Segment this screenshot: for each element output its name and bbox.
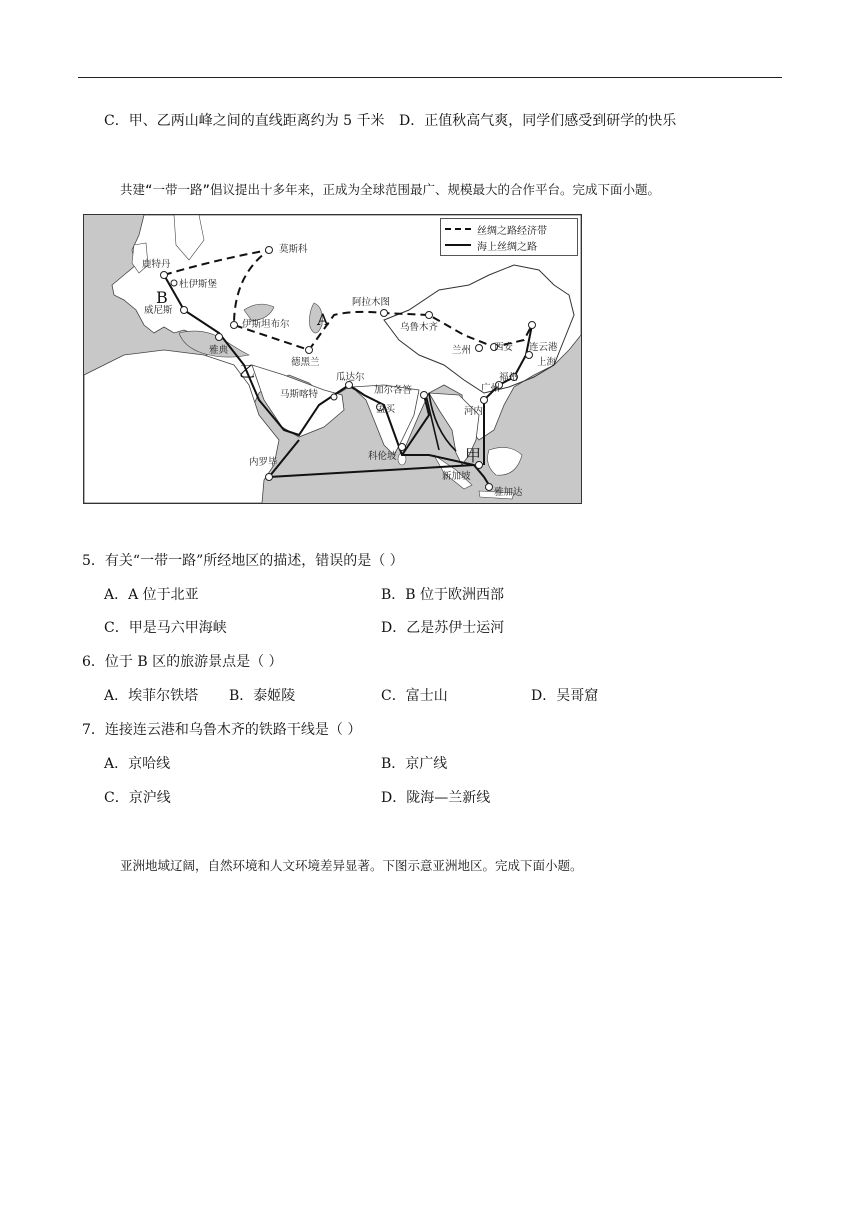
rotterdam-marker: [161, 272, 168, 279]
singapore-label: 新加坡: [442, 471, 471, 482]
guangzhou-label: 广州: [481, 383, 501, 394]
hanoi-label: 河内: [464, 406, 484, 417]
q7-option-a: A．京哈线: [104, 756, 171, 772]
q6-option-a: A．埃菲尔铁塔: [104, 688, 199, 704]
prev-option-c: C．甲、乙两山峰之间的直线距离约为 5 千米: [104, 113, 385, 129]
fuzhou-label: 福州: [499, 372, 519, 383]
q5-option-c: C．甲是马六甲海峡: [104, 620, 227, 636]
duisburg-label: 杜伊斯堡: [179, 279, 218, 290]
marker-b: B: [156, 288, 168, 307]
kolkata-label: 加尔各答: [374, 385, 413, 396]
q5-stem: 5．有关“一带一路”所经地区的描述，错误的是（ ）: [82, 553, 404, 569]
jakarta-marker: [486, 484, 493, 491]
muscat-marker: [331, 394, 337, 400]
legend-sea-route: 海上丝绸之路: [477, 242, 537, 253]
lanzhou-label: 兰州: [452, 345, 472, 356]
shanghai-label: 上海: [537, 357, 557, 368]
q5-option-a: A．A 位于北亚: [104, 587, 199, 603]
urumqi-label: 乌鲁木齐: [400, 322, 439, 333]
q7-option-c: C．京沪线: [104, 790, 171, 806]
almaty-label: 阿拉木图: [352, 297, 391, 308]
q5-option-d: D．乙是苏伊士运河: [381, 620, 505, 636]
q7-option-b: B．京广线: [381, 756, 448, 772]
nairobi-label: 内罗毕: [249, 457, 278, 468]
marker-yi: 乙: [239, 362, 256, 381]
istanbul-marker: [231, 322, 238, 329]
prev-option-d: D．正值秋高气爽，同学们感受到研学的快乐: [399, 113, 677, 129]
intro-asia: 亚洲地域辽阔，自然环境和人文环境差异显著。下图示意亚洲地区。完成下面小题。: [120, 858, 583, 873]
almaty-marker: [381, 310, 388, 317]
intro-belt-road: 共建“一带一路”倡议提出十多年来，正成为全球范围最广、规模最大的合作平台。完成下面小题。: [120, 182, 661, 197]
legend-swatches: [443, 219, 473, 255]
venice-marker: [181, 307, 188, 314]
marker-a: A: [317, 310, 329, 329]
legend-land-route: 丝绸之路经济带: [477, 226, 547, 237]
rotterdam-label: 鹿特丹: [142, 259, 171, 270]
q5-option-b: B．B 位于欧洲西部: [381, 587, 505, 603]
q6-option-b: B．泰姬陵: [229, 688, 296, 704]
urumqi-marker: [426, 312, 433, 319]
tehran-label: 德黑兰: [291, 357, 320, 368]
marker-jia: 甲: [465, 446, 482, 465]
q6-option-c: C．富士山: [381, 688, 448, 704]
belt-road-map: [83, 214, 582, 504]
venice-label: 威尼斯: [144, 305, 173, 316]
nairobi-marker: [266, 474, 273, 481]
lanzhou-marker: [476, 345, 483, 352]
q7-stem: 7．连接连云港和乌鲁木齐的铁路干线是（ ）: [82, 722, 362, 738]
duisburg-marker: [171, 280, 177, 286]
jakarta-label: 雅加达: [494, 487, 523, 498]
xian-label: 西安: [494, 342, 514, 353]
tehran-marker: [306, 347, 313, 354]
moscow-label: 莫斯科: [279, 244, 308, 255]
mumbai-label: 孟买: [376, 404, 396, 415]
istanbul-label: 伊斯坦布尔: [242, 319, 290, 330]
map-canvas: [84, 215, 581, 503]
moscow-marker: [266, 247, 273, 254]
q6-option-d: D．吴哥窟: [531, 688, 599, 704]
athens-label: 雅典: [209, 345, 229, 356]
map-legend: [440, 218, 578, 256]
lianyungang-marker: [529, 322, 536, 329]
athens-marker: [216, 334, 223, 341]
muscat-label: 马斯喀特: [280, 389, 319, 400]
hanoi-marker: [481, 397, 488, 404]
colombo-marker: [399, 444, 406, 451]
gwadar-label: 瓜达尔: [336, 372, 365, 383]
lianyungang-label: 连云港: [529, 342, 558, 353]
q6-stem: 6．位于 B 区的旅游景点是（ ）: [82, 654, 283, 670]
kolkata-marker: [421, 392, 428, 399]
q7-option-d: D．陇海—兰新线: [381, 790, 491, 806]
header-rule: [78, 77, 782, 78]
colombo-label: 科伦坡: [368, 451, 397, 462]
